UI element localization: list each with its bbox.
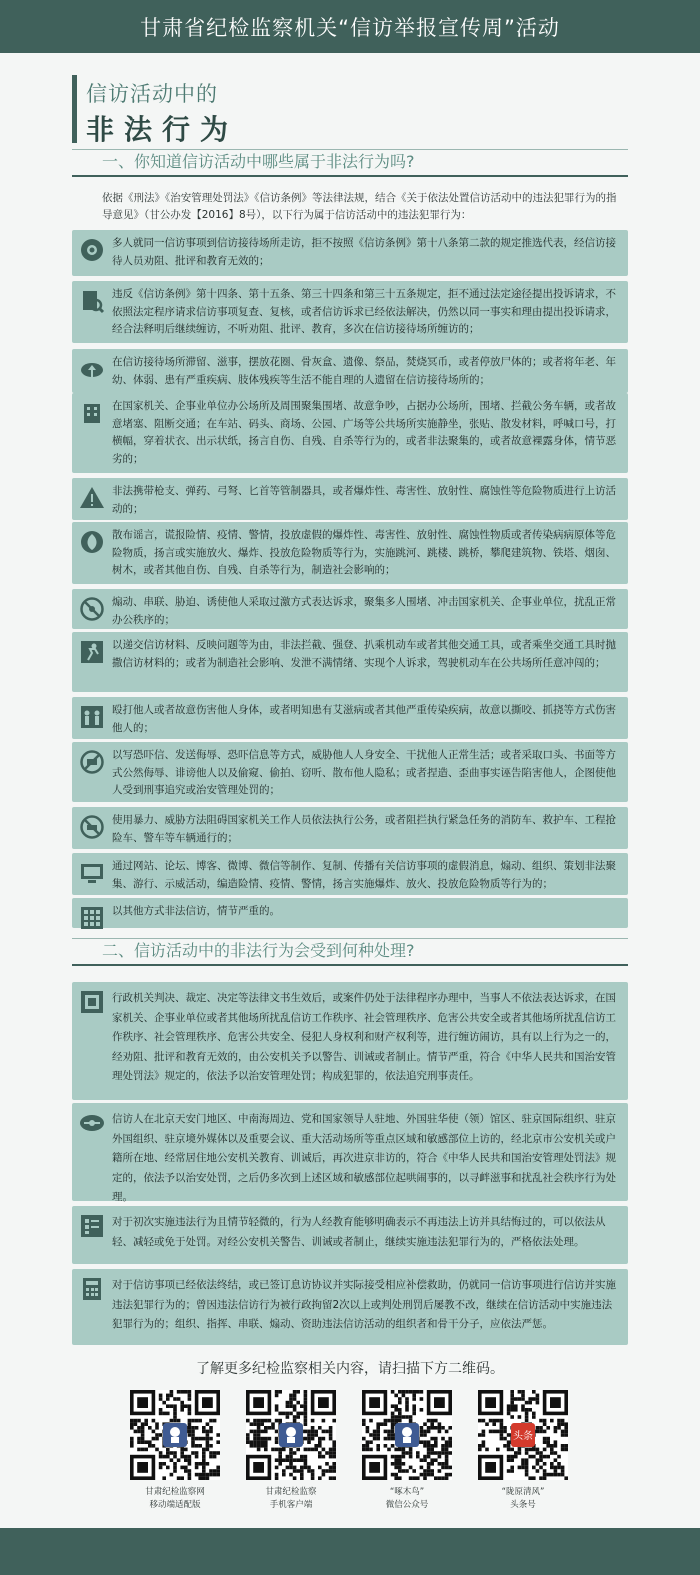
list-item xyxy=(72,1206,628,1264)
list-item-text: 散布谣言，谎报险情、疫情、警情，投放虚假的爆炸性、毒害性、放射性、腐蚀性物质或者传染病病原体等危险物质，扬言或实施放火、爆炸、投放危险物质等行为，实施跳河、跳楼、跳桥，攀爬建筑物、铁塔、烟囱、树木，或者其他自伤、自残、自杀等行为，制造社会影响的； xyxy=(112,529,616,576)
running-man-icon xyxy=(79,639,105,665)
warning-icon xyxy=(79,485,105,511)
heading-subtitle: 信访活动中的 xyxy=(86,82,218,106)
qr-code-icon xyxy=(362,1390,452,1480)
qr-caption xyxy=(357,1486,457,1512)
list-item-text: 非法携带枪支、弹药、弓弩、匕首等管制器具，或者爆炸性、毒害性、放射性、腐蚀性等危险物质进行上访活动的； xyxy=(112,485,616,515)
qr-code-block xyxy=(473,1390,573,1512)
list-item xyxy=(72,393,628,473)
list-item xyxy=(72,1269,628,1345)
list-item-text: 通过网站、论坛、博客、微博、微信等制作、复制、传播有关信访事项的虚假消息，煽动、组织、策划非法聚集、游行、示威活动，编造险情、疫情、警情，扬言实施爆炸、放火、投放危险物质等行为的； xyxy=(112,860,616,890)
qr-caption-line2: 移动端适配版 xyxy=(149,1500,201,1510)
section-1-intro: 依据《刑法》《治安管理处罚法》《信访条例》等法律法规，结合《关于依法处置信访活动中的违法犯罪行为的指导意见》（甘公办发【2016】8号），以下行为属于信访活动中的违法犯罪行为： xyxy=(102,192,617,221)
qr-caption xyxy=(473,1486,573,1512)
calculator-icon xyxy=(79,1276,105,1302)
qr-caption-line2: 微信公众号 xyxy=(385,1500,429,1510)
list-item-text: 以递交信访材料、反映问题等为由，非法拦截、强登、扒乘机动车或者其他交通工具，或者乘坐交通工具时抛撒信访材料的；或者为制造社会影响、发泄不满情绪、实现个人诉求，驾驶机动车在公共场所任意冲闯的； xyxy=(112,639,616,669)
banner-title: 甘肃省纪检监察机关“信访举报宣传周”活动 xyxy=(140,15,560,40)
list-item xyxy=(72,807,628,849)
no-vehicle-icon xyxy=(79,814,105,840)
heading-accent-bar xyxy=(72,75,77,143)
prohibited-icon xyxy=(79,596,105,622)
top-banner xyxy=(0,0,700,53)
list-item-text: 行政机关判决、裁定、决定等法律文书生效后，或案件仍处于法律程序办理中，当事人不依法表达诉求，在国家机关、企事业单位或者其他场所扰乱信访工作秩序、社会管理秩序、危害公共安全或者其他场所扰乱信访工作秩序、社会管理秩序、危害公共安全、侵犯人身权利和财产权利等，进行缠访闹访，具有以上行为之一的，经劝阻、批评和教育无效的，由公安机关予以警告、训诫或者制止。情节严重，符合《中华人民共和国治安管理处罚法》规定的，依法予以治安管理处罚；构成犯罪的，依法追究刑事责任。 xyxy=(112,992,616,1082)
gear-people-icon xyxy=(79,237,105,263)
qr-caption-line1: “陇原清风” xyxy=(501,1487,545,1497)
checklist-icon xyxy=(79,1213,105,1239)
list-item-text: 使用暴力、威胁方法阻碍国家机关工作人员依法执行公务，或者阻拦执行紧急任务的消防车、救护车、工程抢险车、警车等车辆通行的； xyxy=(112,814,616,844)
section-1-title: 一、你知道信访活动中哪些属于非法行为吗? xyxy=(72,151,628,177)
list-item xyxy=(72,281,628,343)
list-item xyxy=(72,522,628,584)
list-item-text: 信访人在北京天安门地区、中南海周边、党和国家领导人驻地、外国驻华使（领）馆区、驻京国际组织、驻京外国组织、驻京境外媒体以及重要会议、重大活动场所等重点区域和敏感部位上访的，经北京市公安机关或户籍所在地、经常居住地公安机关教育、训诫后，再次进京非访的，符合《中华人民共和国治安管理处罚法》规定的，依法予以治安处罚，之后仍多次到上述区域和敏感部位起哄闹事的，以寻衅滋事和扰乱社会秩序行为处理。 xyxy=(112,1113,616,1203)
building-icon xyxy=(79,400,105,426)
list-item-text: 以写恐吓信、发送侮辱、恐吓信息等方式，威胁他人人身安全、干扰他人正常生活；或者采取口头、书面等方式公然侮辱、诽谤他人以及偷窥、偷拍、窃听、散布他人隐私；或者捏造、歪曲事实诬告陷害他人，企图使他人受到刑事追究或治安管理处罚的； xyxy=(112,749,616,796)
qr-caption-line2: 手机客户端 xyxy=(269,1500,313,1510)
list-item xyxy=(72,632,628,692)
list-item-text: 多人就同一信访事项到信访接待场所走访，拒不按照《信访条例》第十八条第二款的规定推选代表，经信访接待人员劝阻、批评和教育无效的； xyxy=(112,237,616,267)
qr-caption-line1: 甘肃纪检监察 xyxy=(265,1487,317,1497)
qr-caption-line1: “啄木鸟” xyxy=(389,1487,425,1497)
qr-caption xyxy=(241,1486,341,1512)
list-item xyxy=(72,898,628,928)
qr-code-icon xyxy=(246,1390,336,1480)
handshake-icon xyxy=(79,1110,105,1136)
qr-caption xyxy=(125,1486,225,1512)
section-2-title: 二、信访活动中的非法行为会受到何种处理? xyxy=(72,940,628,966)
computer-icon xyxy=(79,860,105,886)
list-item-text: 在国家机关、企事业单位办公场所及周围聚集围堵、故意争吵，占据办公场所，围堵、拦截公务车辆，或者故意堵塞、阻断交通；在车站、码头、商场、公园、广场等公共场所实施静坐，张贴、散发材料，呼喊口号，打横幅，穿着状衣、出示状纸，扬言自伤、自残、自杀等行为的，或者非法聚集的，或者故意裸露身体，情节恶劣的； xyxy=(112,400,616,465)
qr-code-block xyxy=(241,1390,341,1512)
leaf-icon xyxy=(79,529,105,555)
list-item-text: 在信访接待场所滞留、滋事，摆放花圈、骨灰盒、遗像、祭品，焚烧冥币，或者停放尸体的；或者将年老、年幼、体弱、患有严重疾病、肢体残疾等生活不能自理的人遗留在信访接待场所的； xyxy=(112,356,616,386)
list-item-text: 煽动、串联、胁迫、诱使他人采取过激方式表达诉求，聚集多人围堵、冲击国家机关、企事业单位，扰乱正常办公秩序的； xyxy=(112,596,616,626)
bottom-banner xyxy=(0,1528,700,1575)
list-item xyxy=(72,853,628,895)
qr-note: 了解更多纪检监察相关内容，请扫描下方二维码。 xyxy=(196,1361,504,1377)
qr-code-icon xyxy=(478,1390,568,1480)
grid-icon xyxy=(79,905,105,931)
page-title: 非法行为 xyxy=(86,113,239,146)
people-group-icon xyxy=(79,704,105,730)
list-item xyxy=(72,982,628,1100)
list-item xyxy=(72,742,628,802)
law-book-icon xyxy=(79,989,105,1015)
no-threat-icon xyxy=(79,749,105,775)
list-item xyxy=(72,697,628,739)
list-item-text: 对于初次实施违法行为且情节轻微的，行为人经教育能够明确表示不再违法上访并具结悔过的，可以依法从轻、减轻或免于处罚。对经公安机关警告、训诫或者制止，继续实施违法犯罪行为的，严格依法处理。 xyxy=(112,1216,606,1248)
qr-badge-label: 头条 xyxy=(513,1431,533,1442)
list-item-text: 以其他方式非法信访，情节严重的。 xyxy=(112,905,280,917)
list-item-text: 违反《信访条例》第十四条、第十五条、第三十四条和第三十五条规定，拒不通过法定途径提出投诉请求，不依照法定程序请求信访事项复查、复核，或者信访诉求已经依法解决，仍然以同一事实和理由提出投诉请求，经合法释明后继续缠访，不听劝阻、批评、教育，多次在信访接待场所缠访的； xyxy=(112,288,616,335)
qr-caption-line1: 甘肃纪检监察网 xyxy=(145,1487,205,1497)
list-item xyxy=(72,349,628,393)
list-item-text: 殴打他人或者故意伤害他人身体，或者明知患有艾滋病或者其他严重传染疾病，故意以撕咬、抓挠等方式伤害他人的； xyxy=(112,704,616,734)
qr-caption-line2: 头条号 xyxy=(510,1500,536,1510)
list-item-text: 对于信访事项已经依法终结，或已签订息访协议并实际接受相应补偿救助，仍就同一信访事项进行信访并实施违法犯罪行为的；曾因违法信访行为被行政拘留2次以上或判处刑罚后屡教不改，继续在信访活动中实施违法犯罪行为的；组织、指挥、串联、煽动、资助违法信访活动的组织者和骨干分子，应依法严惩。 xyxy=(112,1279,616,1330)
document-search-icon xyxy=(79,288,105,314)
qr-code-block xyxy=(125,1390,225,1512)
list-item xyxy=(72,1103,628,1201)
list-item xyxy=(72,589,628,629)
qr-code-icon xyxy=(130,1390,220,1480)
list-item xyxy=(72,230,628,276)
qr-code-block xyxy=(357,1390,457,1512)
cloud-upload-icon xyxy=(79,356,105,382)
list-item xyxy=(72,478,628,520)
